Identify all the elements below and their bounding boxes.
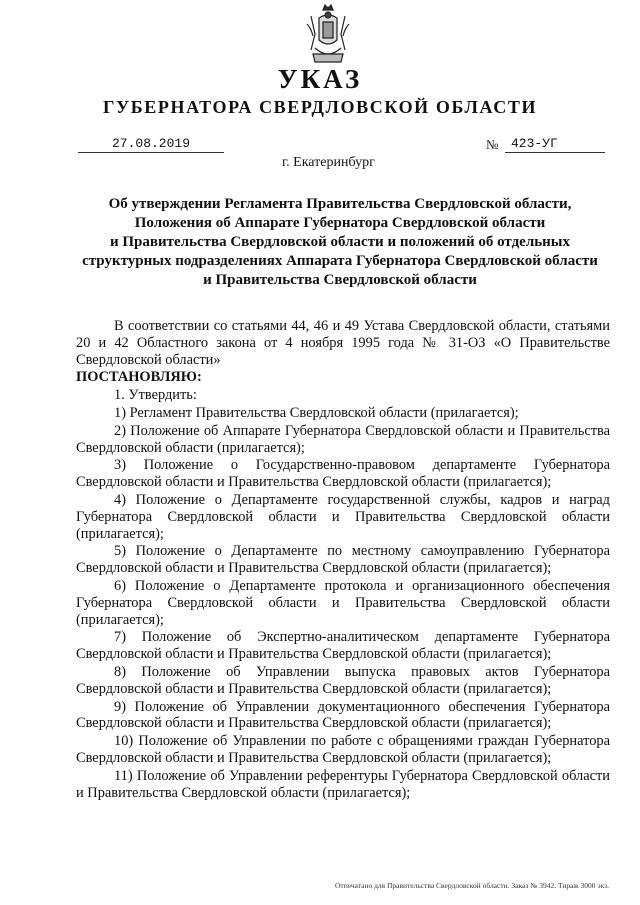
document-title xyxy=(70,195,610,290)
list-item: 9) Положение об Управлении документационного обеспечения Губернатора Свердловской области и Правительства Свердловской области (прилагается); xyxy=(76,698,610,732)
document-title-line: Об утверждении Регламента Правительства Свердловской области, xyxy=(108,196,572,212)
decree-subtitle: ГУБЕРНАТОРА СВЕРДЛОВСКОЙ ОБЛАСТИ xyxy=(102,97,538,117)
print-footer: Отпечатано для Правительства Свердловской области. Заказ № 3942. Тираж 3000 экз. xyxy=(335,881,609,890)
list-item: 8) Положение об Управлении выпуска правовых актов Губернатора Свердловской области и Правительства Свердловской области (прилагается); xyxy=(76,663,610,697)
document-title-line: Положения об Аппарате Губернатора Свердловской области xyxy=(134,215,546,231)
decree-date: 27.08.2019 xyxy=(78,136,224,153)
city-line: г. Екатеринбург xyxy=(282,155,375,170)
list-item: 6) Положение о Департаменте протокола и организационного обеспечения Губернатора Свердловской области и Правительства Свердловской области (прилагается); xyxy=(76,577,610,628)
preamble: В соответствии со статьями 44, 46 и 49 Устава Свердловской области, статьями 20 и 42 Областного закона от 4 ноября 1995 года № 31-ОЗ «О Правительстве Свердловской области» xyxy=(76,318,610,368)
list-item: 5) Положение о Департаменте по местному самоуправлению Губернатора Свердловской области и Правительства Свердловской области (прилагается); xyxy=(76,543,610,577)
list-item: 10) Положение об Управлении по работе с обращениями граждан Губернатора Свердловской области и Правительства Свердловской области (прилагается); xyxy=(76,733,610,766)
list-item: 1) Регламент Правительства Свердловской области (прилагается); xyxy=(114,404,519,421)
item-intro: 1. Утвердить: xyxy=(114,387,197,404)
list-item: 3) Положение о Государственно-правовом департаменте Губернатора Свердловской области и Правительства Свердловской области (прилагается); xyxy=(76,457,610,491)
list-item: 2) Положение об Аппарате Губернатора Свердловской области и Правительства Свердловской области (прилагается); xyxy=(76,422,610,456)
list-item: 7) Положение об Экспертно-аналитическом департаменте Губернатора Свердловской области и Правительства Свердловской области (прилагается); xyxy=(76,629,610,663)
document-title-line: и Правительства Свердловской области и положений об отдельных xyxy=(109,234,571,250)
list-item: 11) Положение об Управлении референтуры Губернатора Свердловской области и Правительства Свердловской области (прилагается); xyxy=(76,767,610,801)
document-title-line: и Правительства Свердловской области xyxy=(203,272,477,288)
coat-of-arms-emblem xyxy=(301,4,355,68)
decree-number: 423-УГ xyxy=(505,136,605,153)
document-body xyxy=(76,318,610,802)
document-title-line: структурных подразделениях Аппарата Губернатора Свердловской области xyxy=(82,253,598,269)
decree-title: УКАЗ xyxy=(277,64,363,94)
decree-word: ПОСТАНОВЛЯЮ: xyxy=(76,369,202,386)
list-item: 4) Положение о Департаменте государственной службы, кадров и наград Губернатора Свердловской области и Правительства Свердловской области (прилагается); xyxy=(76,491,610,542)
number-label: № xyxy=(486,137,499,152)
